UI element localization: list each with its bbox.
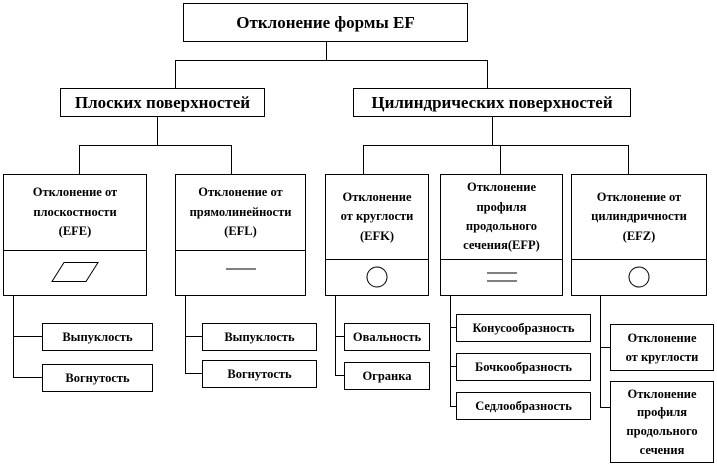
parallelogram-icon	[50, 261, 100, 283]
connector-line	[185, 373, 202, 374]
card-efl	[175, 174, 306, 296]
connector-line	[157, 117, 158, 145]
leaf-label: Выпуклость	[224, 329, 295, 344]
leaf-label: Огранка	[362, 368, 412, 383]
leaf-label: Вогнутость	[227, 366, 292, 381]
leaf-label: Седлообразность	[475, 398, 572, 413]
connector-line	[326, 42, 327, 60]
card-efk-title: Отклонение от круглости (EFK)	[326, 175, 428, 260]
connector-line	[13, 377, 42, 378]
card-efz-title: Отклонение от цилиндричности (EFZ)	[572, 175, 706, 260]
diagram-title-text: Отклонение формы EF	[236, 12, 415, 32]
card-efp-title: Отклонение профиля продольного сечения(EFP)	[441, 175, 562, 260]
connector-line	[13, 296, 14, 378]
card-efk	[325, 174, 429, 296]
card-efp	[440, 174, 563, 296]
connector-line	[500, 145, 501, 174]
circle-icon	[627, 265, 651, 289]
leaf-efp-barrel	[456, 353, 591, 381]
connector-line	[363, 145, 364, 174]
card-efe	[3, 174, 147, 296]
connector-line	[185, 336, 202, 337]
leaf-label: Выпуклость	[62, 329, 133, 344]
leaf-efp-saddle	[456, 392, 591, 420]
leaf-efl-convexity	[202, 323, 317, 351]
leaf-efz-roundness	[610, 324, 714, 371]
connector-line	[79, 145, 232, 146]
leaf-label: Бочкообразность	[474, 359, 572, 374]
connector-line	[492, 117, 493, 145]
leaf-label: Овальность	[352, 329, 422, 344]
connector-line	[175, 60, 176, 88]
connector-line	[79, 145, 80, 174]
leaf-label: Конусообразность	[472, 320, 575, 335]
leaf-efk-ovality	[344, 323, 430, 351]
group-cylindrical-surfaces	[353, 88, 631, 117]
leaf-label: Отклонение от круглости	[625, 330, 699, 364]
leaf-efe-concavity	[42, 364, 153, 392]
card-efl-title: Отклонение от прямолинейности (EFL)	[176, 175, 305, 251]
group-flat-surfaces	[60, 88, 265, 117]
connector-line	[363, 145, 629, 146]
connector-line	[175, 60, 488, 61]
circle-icon	[365, 265, 389, 289]
leaf-label: Вогнутость	[65, 370, 130, 385]
connector-line	[600, 347, 610, 348]
leaf-efl-concavity	[202, 360, 317, 388]
card-efe-title: Отклонение от плоскостности (EFE)	[4, 175, 146, 251]
connector-line	[185, 296, 186, 374]
connector-line	[231, 145, 232, 174]
diagram-title	[183, 3, 468, 42]
connector-line	[600, 296, 601, 408]
connector-line	[13, 336, 42, 337]
connector-line	[450, 296, 451, 407]
group-flat-label: Плоских поверхностей	[74, 92, 251, 112]
leaf-efe-convexity	[42, 323, 153, 351]
leaf-efz-profile	[610, 381, 714, 463]
connector-line	[628, 145, 629, 174]
card-efz	[571, 174, 707, 296]
leaf-efk-faceting	[344, 362, 430, 390]
group-cyl-label: Цилиндрических поверхностей	[371, 92, 613, 112]
connector-line	[600, 407, 610, 408]
straight-line-icon	[224, 267, 258, 277]
connector-line	[335, 336, 344, 337]
double-line-icon	[485, 270, 519, 284]
connector-line	[487, 60, 488, 88]
connector-line	[335, 375, 344, 376]
leaf-label: Отклонение профиля продольного сечения	[626, 386, 698, 457]
leaf-efp-taper	[456, 314, 591, 342]
